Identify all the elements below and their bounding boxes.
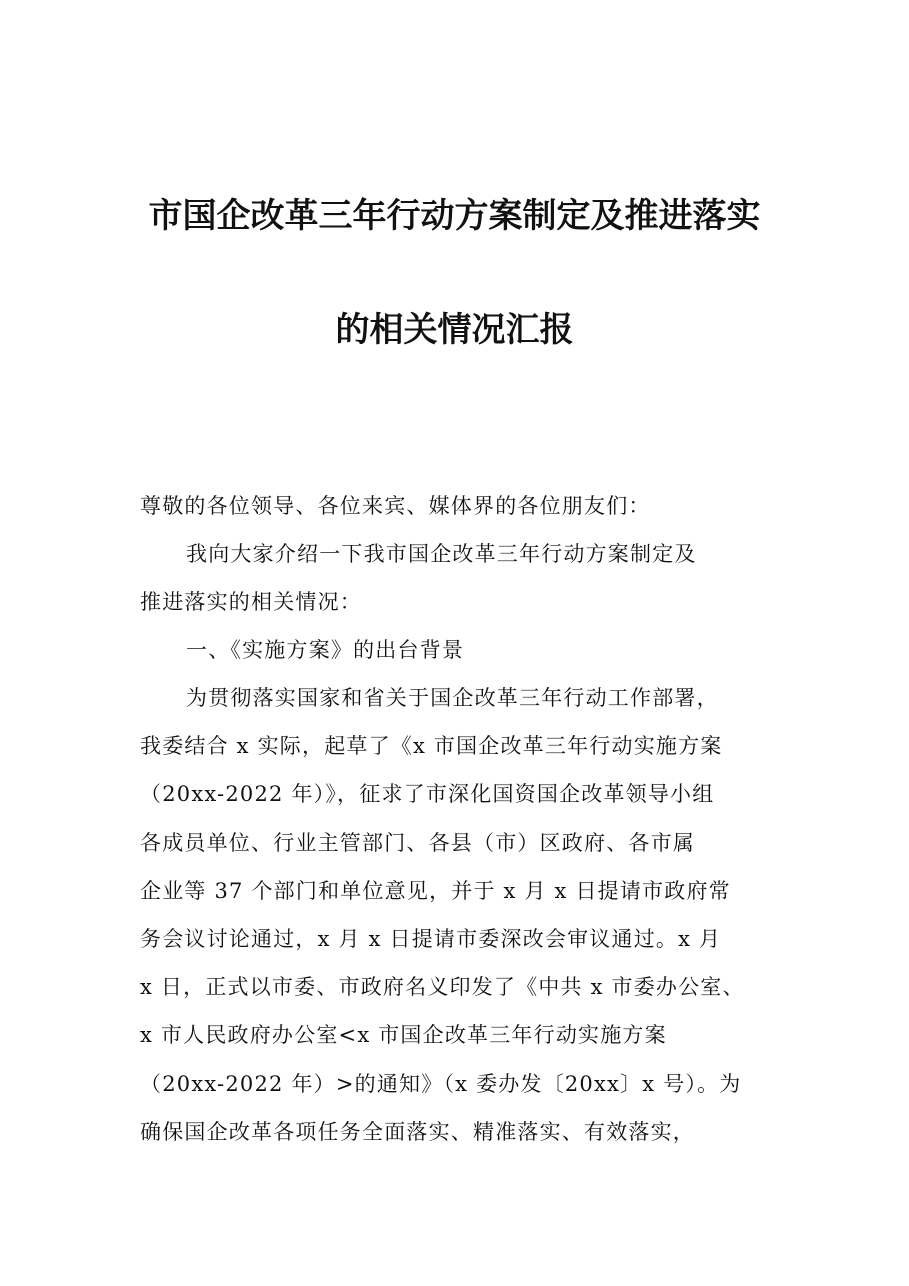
paragraph-line: 务会议讨论通过，x 月 x 日提请市委深改会审议通过。x 月 xyxy=(140,927,722,952)
intro-paragraph xyxy=(140,530,780,626)
section-heading: 一、《实施方案》的出台背景 xyxy=(186,638,465,662)
paragraph-line: （20xx-2022 年）》，征求了市深化国资国企改革领导小组 xyxy=(140,782,715,807)
paragraph-line: 我委结合 x 实际，起草了《x 市国企改革三年行动实施方案 xyxy=(140,734,723,759)
document-title-line-2: 的相关情况汇报 xyxy=(335,310,574,350)
paragraph-line: （20xx-2022 年）>的通知》（x 委办发〔20xx〕x 号）。为 xyxy=(140,1071,742,1096)
intro-line: 推进落实的相关情况： xyxy=(140,590,362,615)
paragraph-line: 企业等 37 个部门和单位意见，并于 x 月 x 日提请市政府常 xyxy=(140,878,731,903)
intro-line: 我向大家介绍一下我市国企改革三年行动方案制定及 xyxy=(186,542,697,566)
greeting: 尊敬的各位领导、各位来宾、媒体界的各位朋友们： xyxy=(140,494,651,518)
document-title-line-1: 市国企改革三年行动方案制定及推进落实 xyxy=(148,196,761,236)
paragraph-line: x 日，正式以市委、市政府名义印发了《中共 x 市委办公室、 xyxy=(140,975,745,1000)
paragraph-line: 为贯彻落实国家和省关于国企改革三年行动工作部署， xyxy=(186,686,719,710)
paragraph-line: 各成员单位、行业主管部门、各县（市）区政府、各市属 xyxy=(140,830,695,855)
paragraph-line: 确保国企改革各项任务全面落实、精准落实、有效落实， xyxy=(140,1119,695,1144)
paragraph-line: x 市人民政府办公室<x 市国企改革三年行动实施方案 xyxy=(140,1023,667,1048)
section-paragraph xyxy=(140,674,780,1156)
